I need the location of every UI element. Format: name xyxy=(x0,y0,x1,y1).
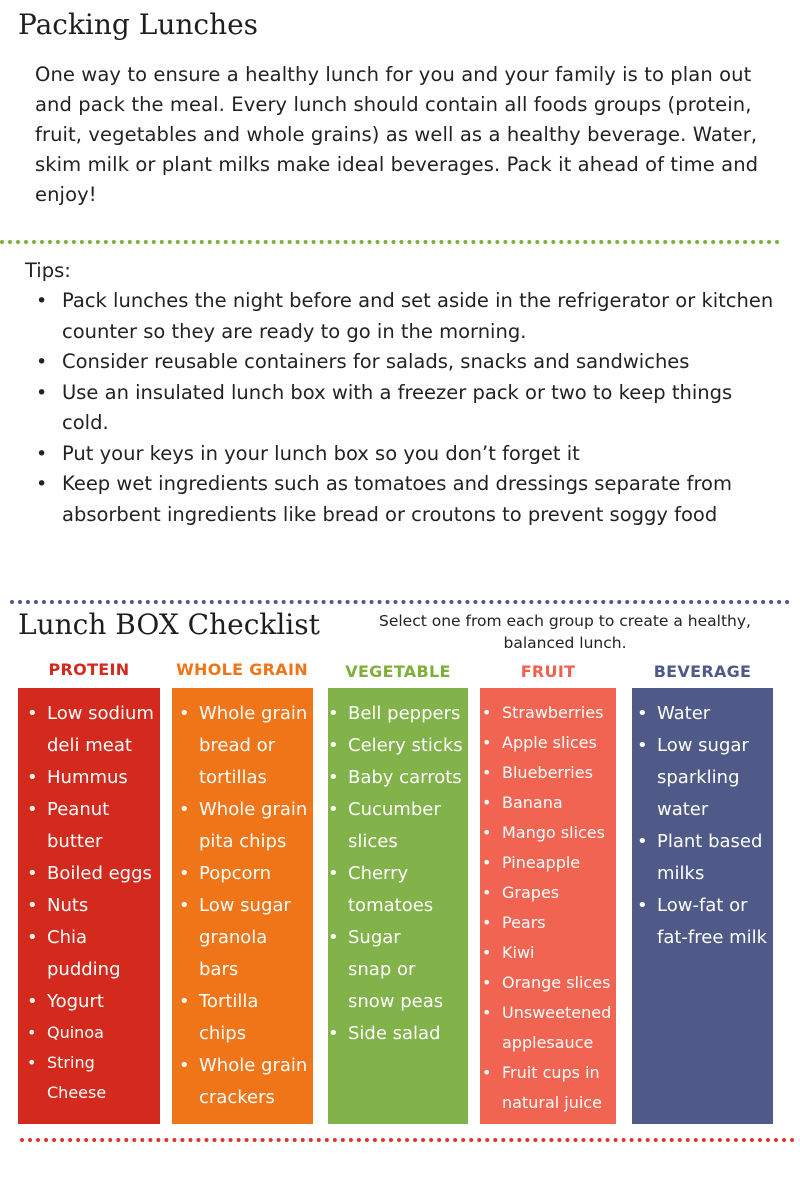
fruit-item: • Kiwi xyxy=(502,938,616,968)
vegetable-list xyxy=(348,698,466,1050)
fruit-item: • Strawberries xyxy=(502,698,616,728)
protein-box xyxy=(18,688,160,1124)
tip-item: • Pack lunches the night before and set aside in the refrigerator or kitchen counter so they are ready to go in the morning. xyxy=(62,286,777,347)
checklist-title: Lunch BOX Checklist xyxy=(18,608,320,641)
vegetable-box xyxy=(328,688,468,1124)
beverage-item: • Water xyxy=(657,698,771,730)
vegetable-item: • Baby carrots xyxy=(348,762,474,794)
protein-item: • Yogurt xyxy=(47,986,157,1018)
tips-list xyxy=(62,286,777,530)
vegetable-item: • Cucumber slices xyxy=(348,794,466,858)
protein-item: • Peanut butter xyxy=(47,794,157,858)
vegetable-item: • Celery sticks xyxy=(348,730,466,762)
beverage-item: • Low sugar sparkling water xyxy=(657,730,757,826)
fruit-item: • Blueberries xyxy=(502,758,616,788)
fruit-item: • Banana xyxy=(502,788,616,818)
whole-grain-box xyxy=(172,688,313,1124)
fruit-heading: FRUIT xyxy=(520,662,576,681)
red-dotted-divider xyxy=(20,1138,795,1142)
protein-item: • Chia pudding xyxy=(47,922,157,986)
protein-item: • Low sodium deli meat xyxy=(47,698,157,762)
protein-item: • Hummus xyxy=(47,762,157,794)
protein-item: • String Cheese xyxy=(47,1048,127,1108)
fruit-item: • Orange slices xyxy=(502,968,622,998)
protein-list xyxy=(47,698,157,1108)
protein-heading: PROTEIN xyxy=(48,660,130,679)
tips-heading: Tips: xyxy=(25,259,71,282)
fruit-item: • Fruit cups in natural juice xyxy=(502,1058,616,1118)
green-dotted-divider xyxy=(0,240,780,244)
whole-grain-item: • Whole grain crackers xyxy=(199,1050,311,1114)
protein-item: • Boiled eggs xyxy=(47,858,157,890)
whole-grain-item: • Popcorn xyxy=(199,858,311,890)
checklist-subtitle: Select one from each group to create a healthy, balanced lunch. xyxy=(379,612,751,652)
tip-item: • Consider reusable containers for salads, snacks and sandwiches xyxy=(62,347,777,378)
whole-grain-item: • Tortilla chips xyxy=(199,986,311,1050)
whole-grain-heading: WHOLE GRAIN xyxy=(176,660,308,679)
vegetable-item: • Bell peppers xyxy=(348,698,466,730)
page-title: Packing Lunches xyxy=(18,8,259,41)
tip-item: • Use an insulated lunch box with a freezer pack or two to keep things cold. xyxy=(62,378,777,439)
vegetable-heading: VEGETABLE xyxy=(345,662,451,681)
fruit-item: • Pears xyxy=(502,908,616,938)
whole-grain-item: • Whole grain pita chips xyxy=(199,794,311,858)
whole-grain-item: • Low sugar granola bars xyxy=(199,890,311,986)
fruit-item: • Grapes xyxy=(502,878,616,908)
beverage-heading: BEVERAGE xyxy=(653,662,752,681)
whole-grain-item: • Whole grain bread or tortillas xyxy=(199,698,311,794)
tip-item: • Put your keys in your lunch box so you don’t forget it xyxy=(62,439,777,470)
whole-grain-list xyxy=(199,698,311,1114)
tip-item: • Keep wet ingredients such as tomatoes and dressings separate from absorbent ingredients like bread or croutons to prevent soggy food xyxy=(62,469,777,530)
blue-dotted-divider xyxy=(10,600,790,604)
fruit-box xyxy=(480,688,616,1124)
vegetable-item: • Sugar snap or snow peas xyxy=(348,922,448,1018)
protein-item: • Nuts xyxy=(47,890,157,922)
vegetable-item: • Side salad xyxy=(348,1018,466,1050)
fruit-item: • Mango slices xyxy=(502,818,616,848)
beverage-list xyxy=(657,698,771,954)
vegetable-item: • Cherry tomatoes xyxy=(348,858,466,922)
intro-paragraph: One way to ensure a healthy lunch for you and your family is to plan out and pack the meal. Every lunch should contain all foods groups (protein, fruit, vegetables and whole grains) as well as a healthy beverage. Water, skim milk or plant milks make ideal beverages. Pack it ahead of time and enjoy! xyxy=(35,63,759,206)
protein-item: • Quinoa xyxy=(47,1018,157,1048)
beverage-item: • Plant based milks xyxy=(657,826,771,890)
fruit-list xyxy=(502,698,616,1118)
beverage-item: • Low-fat or fat-free milk xyxy=(657,890,771,954)
fruit-item: • Unsweetened applesauce xyxy=(502,998,622,1058)
beverage-box xyxy=(632,688,773,1124)
fruit-item: • Pineapple xyxy=(502,848,616,878)
fruit-item: • Apple slices xyxy=(502,728,616,758)
